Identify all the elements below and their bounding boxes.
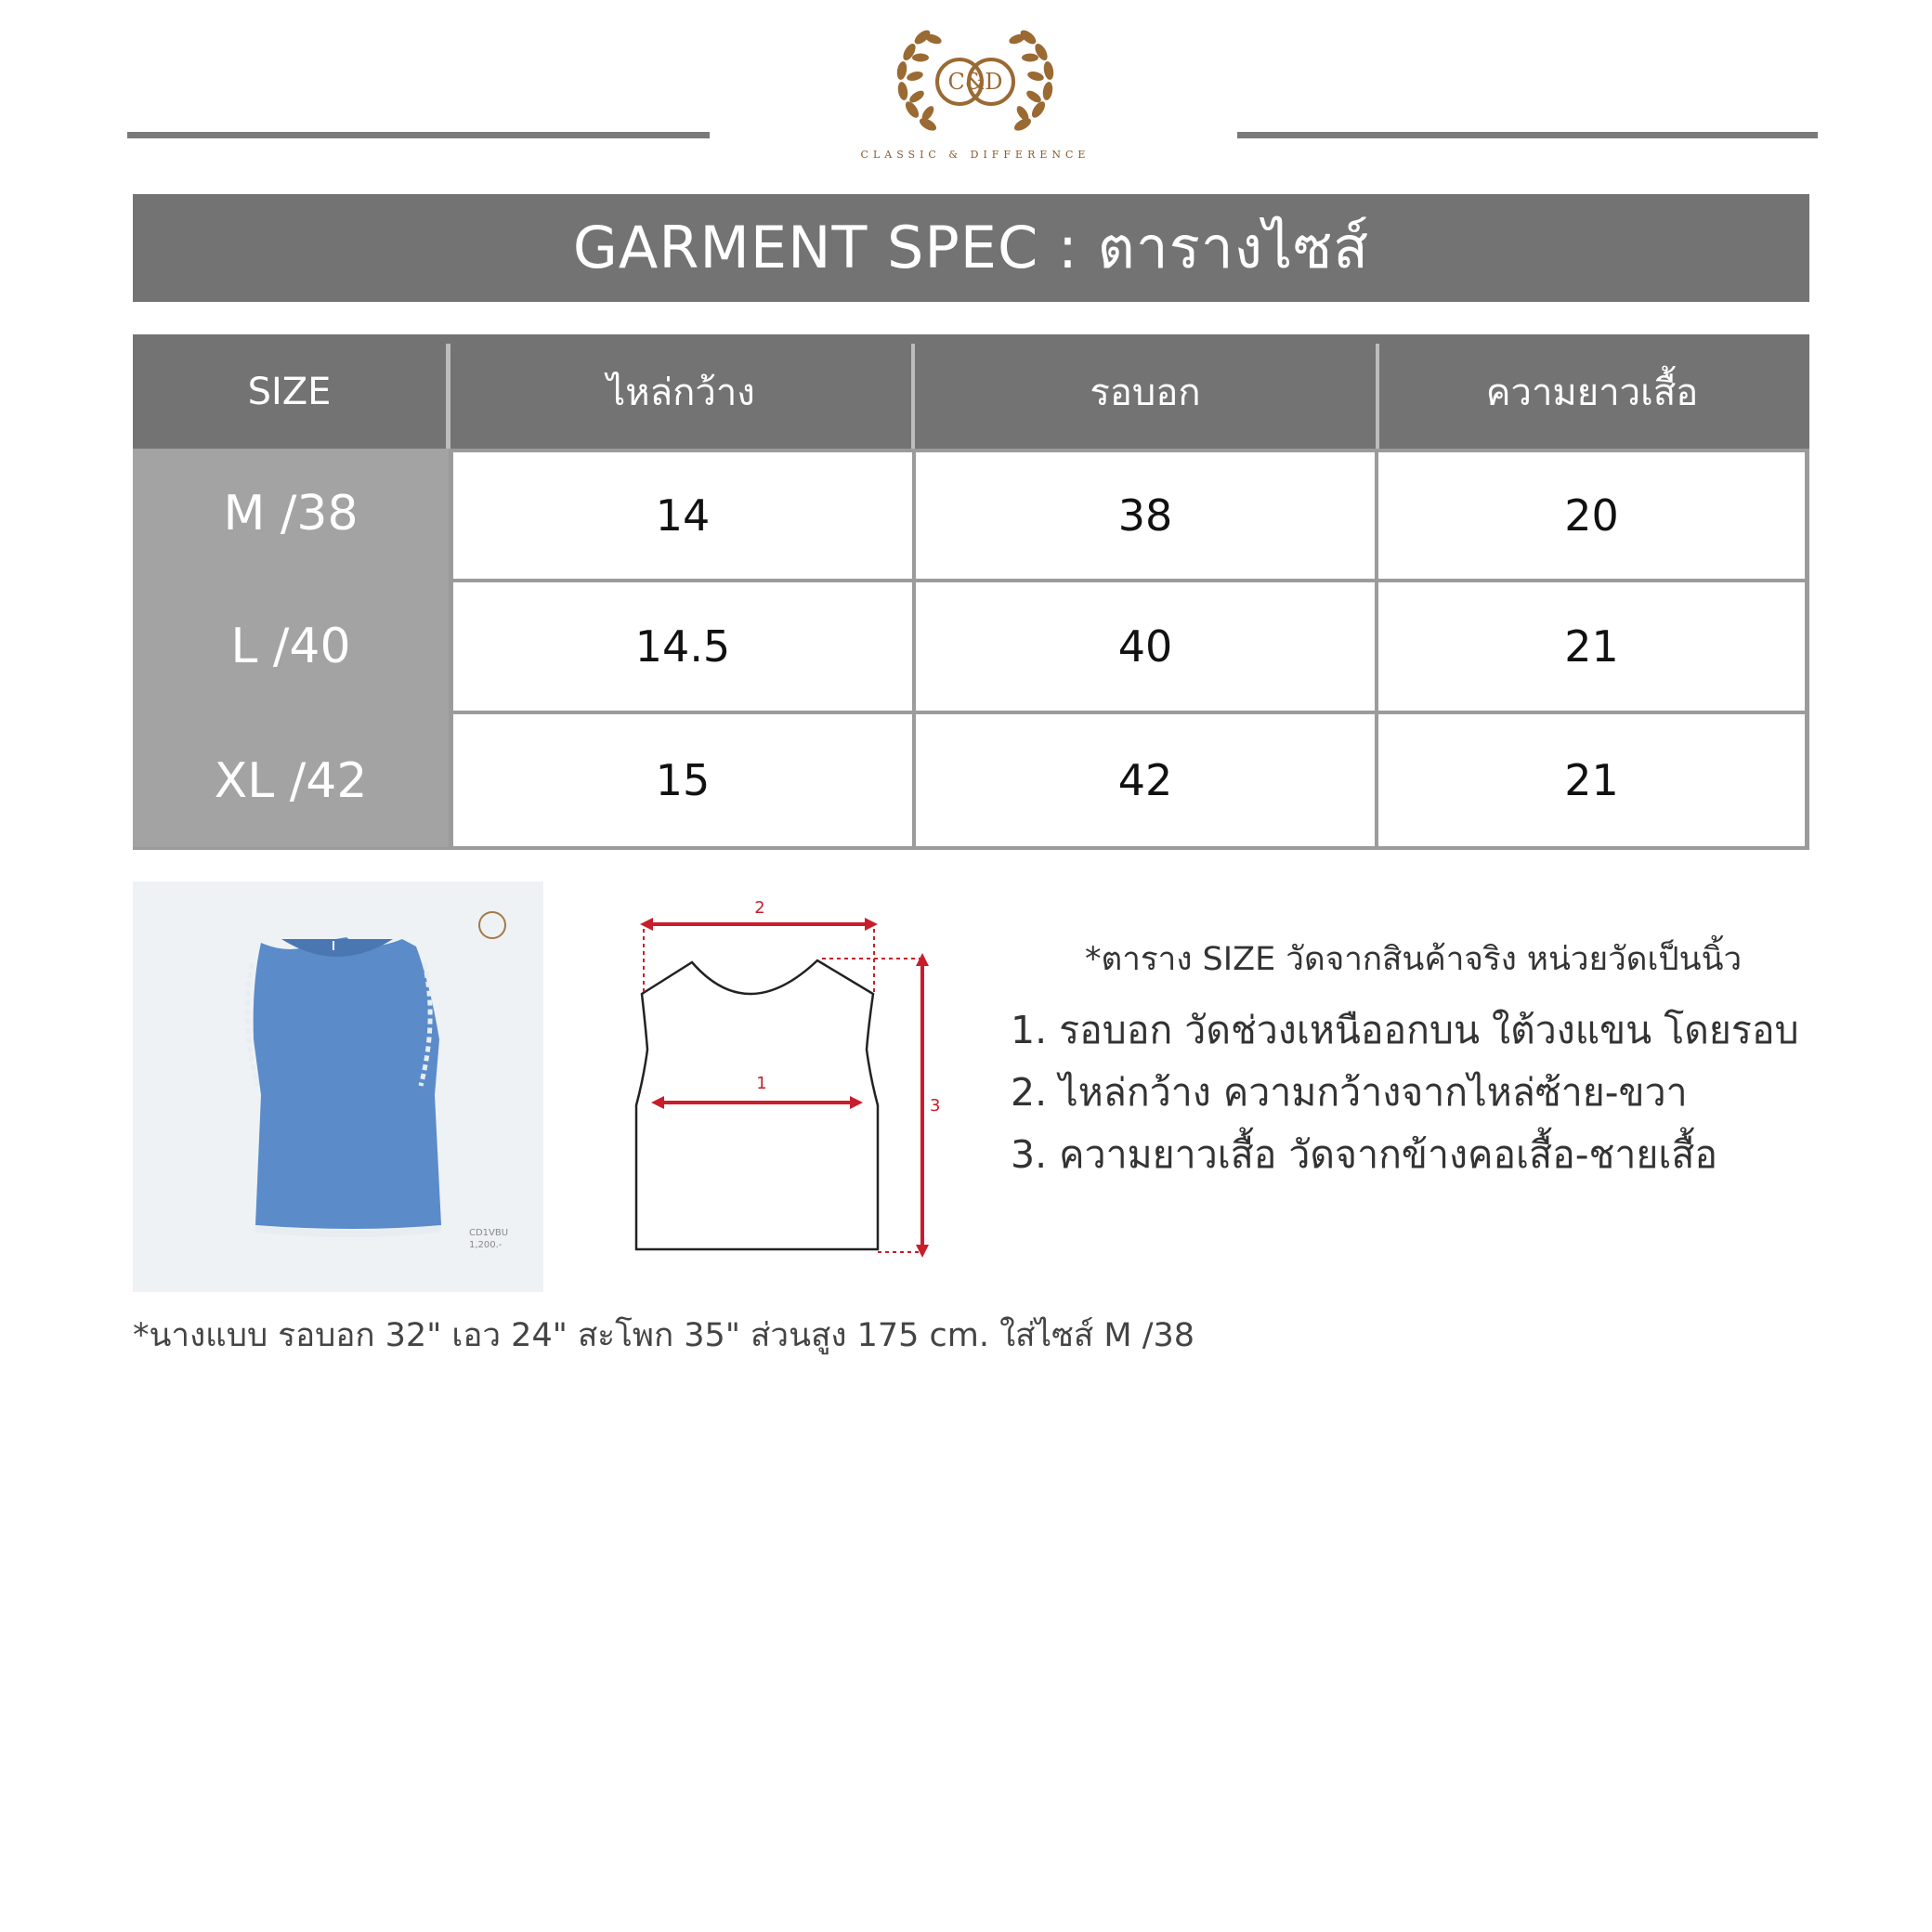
note-item: 2. ไหล่กว้าง ความกว้างจากไหล่ซ้าย-ขวา [1011,1070,1688,1115]
chest-value: 40 [916,582,1375,711]
measurement-diagram [627,882,943,1263]
diagram-label-1: 1 [756,1074,767,1093]
header-size: SIZE [247,370,332,413]
brand-tagline: CLASSIC & DIFFERENCE [860,149,1090,161]
size-cell: XL /42 [133,714,449,847]
model-footnote: *นางแบบ รอบอก 32" เอว 24" สะโพก 35" ส่วนสูง 175 cm. ใส่ไซส์ M /38 [133,1317,1195,1354]
product-photo [133,881,543,1292]
shoulder-value: 15 [453,714,912,846]
length-value: 20 [1378,452,1805,579]
laurel-logo-icon [887,9,1064,149]
diagram-label-2: 2 [754,898,765,918]
notes-heading: *ตาราง SIZE วัดจากสินค้าจริง หน่วยวัดเป็นนิ้ว [1085,941,1743,978]
note-item: 3. ความยาวเสื้อ วัดจากข้างคอเสื้อ-ชายเสื้อ [1011,1132,1718,1177]
diagram-label-3: 3 [930,1096,941,1116]
top-rule-left [127,132,710,138]
note-item: 1. รอบอก วัดช่วงเหนืออกบน ใต้วงแขน โดยรอบ [1011,1008,1799,1052]
garment-diagram-icon [627,882,943,1263]
logo-text: C&D [947,69,1003,95]
product-code [469,1227,508,1251]
shoulder-value: 14.5 [453,582,912,711]
title-bar [133,194,1809,302]
header-divider [911,344,915,449]
header-divider [446,344,450,449]
length-value: 21 [1378,714,1805,846]
header-shoulder: ไหล่กว้าง [607,371,755,414]
chest-value: 42 [916,714,1375,846]
header-chest: รอบอก [1090,371,1201,414]
page-title: GARMENT SPEC : ตารางไซส์ [572,214,1370,281]
shoulder-value: 14 [453,452,912,579]
header-divider [1376,344,1379,449]
length-value: 21 [1378,582,1805,711]
chest-value: 38 [916,452,1375,579]
brand-logo [887,9,1064,172]
size-cell: M /38 [133,449,449,579]
product-price: 1,200.- [469,1240,503,1250]
header-length: ความยาวเสื้อ [1485,371,1699,414]
size-table [133,334,1809,850]
top-rule-right [1237,132,1818,138]
size-cell: L /40 [133,579,449,714]
product-code-text: CD1VBU [469,1228,509,1238]
